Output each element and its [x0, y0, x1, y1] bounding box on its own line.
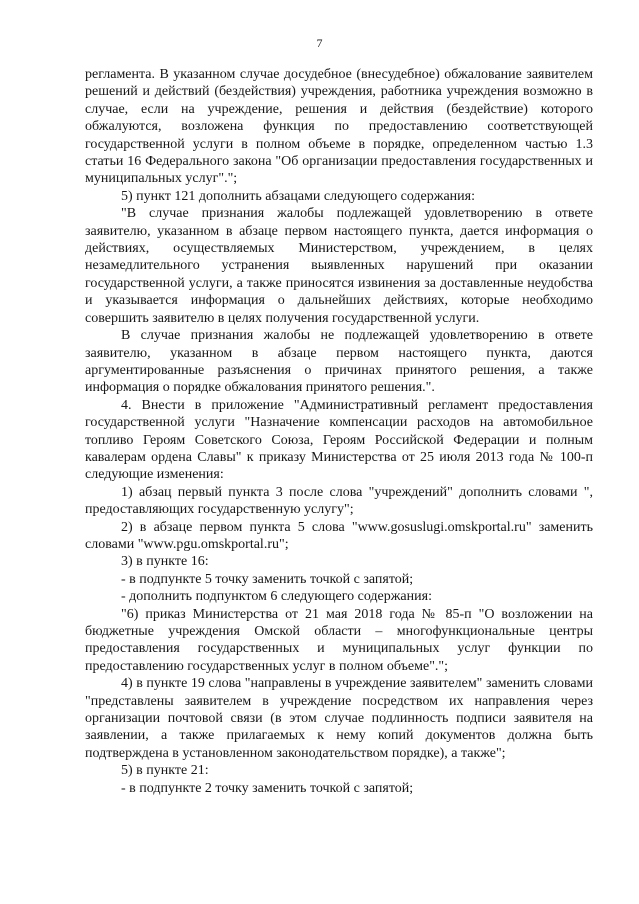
document-body: [85, 66, 593, 797]
paragraph-item-3: 3) в пункте 16:: [121, 554, 209, 570]
paragraph-item-3-sub-2: - дополнить подпунктом 6 следующего содержания:: [121, 589, 432, 605]
paragraph-item-5: 5) в пункте 21:: [121, 763, 209, 779]
paragraph-quote-satisfied: "В случае признания жалобы подлежащей удовлетворению в ответе заявителю, указанном в абзаце первом настоящего пункта, дается информация о действиях, осуществляемых Министерством, учреждением, в целях незамедлительного устранения выявленных нарушений при оказании государственной услуги, а также приносятся извинения за доставленные неудобства и указывается информация о дальнейших действиях, которые необходимо совершить заявителю в целях получения государственной услуги.: [85, 206, 593, 326]
paragraph-quote-subitem-6: "6) приказ Министерства от 21 мая 2018 года № 85-п "О возложении на бюджетные учреждения Омской области – многофункциональные центры предоставления государственных и муниципальных услуг функции по предоставлению государственных услуг в полном объеме".";: [85, 606, 593, 674]
paragraph-item-3-sub-1: - в подпункте 5 точку заменить точкой с запятой;: [121, 571, 414, 587]
paragraph-item-4: 4) в пункте 19 слова "направлены в учреждение заявителем" заменить словами "представлены заявителем в учреждение посредством их направления через организации почтовой связи (в этом случае подлинность подписи заявителя на заявлении, а также прилагаемых к нему копий документов должна быть подтверждена в установленном законодательством порядке), а также";: [85, 676, 593, 761]
paragraph-item-2: 2) в абзаце первом пункта 5 слова "www.gosuslugi.omskportal.ru" заменить словами "www.pgu.omskportal.ru";: [85, 519, 593, 552]
page-number: 7: [316, 36, 323, 50]
paragraph-section-4: 4. Внести в приложение "Административный регламент предоставления государственной услуги "Назначение компенсации расходов на автомобильное топливо Героям Советского Союза, Героям Российской Федерации и полным кавалерам ордена Славы" к приказу Министерства от 25 июля 2013 года № 100-п следующие изменения:: [85, 397, 593, 483]
paragraph-item-5-point-121: 5) пункт 121 дополнить абзацами следующего содержания:: [121, 188, 475, 204]
paragraph-item-1: 1) абзац первый пункта 3 после слова "учреждений" дополнить словами ", предоставляющих государственную услугу";: [85, 484, 593, 518]
paragraph-continuation: регламента. В указанном случае досудебное (внесудебное) обжалование заявителем решений и действий (бездействия) учреждения, работника учреждения возможно в случае, если на учреждение, решения и действия (бездействие) которого обжалуются, возложена функция по предоставлению соответствующей государственной услуги в полном объеме в порядке, определенном частью 1.3 статьи 16 Федерального закона "Об организации предоставления государственных и муниципальных услуг".";: [85, 67, 593, 187]
paragraph-item-5-sub-1: - в подпункте 2 точку заменить точкой с запятой;: [121, 780, 414, 796]
paragraph-quote-not-satisfied: В случае признания жалобы не подлежащей удовлетворению в ответе заявителю, указанном в абзаце первом настоящего пункта, даются аргументированные разъяснения о причинах принятого решения, а также информация о порядке обжалования принятого решения.".: [85, 328, 593, 396]
